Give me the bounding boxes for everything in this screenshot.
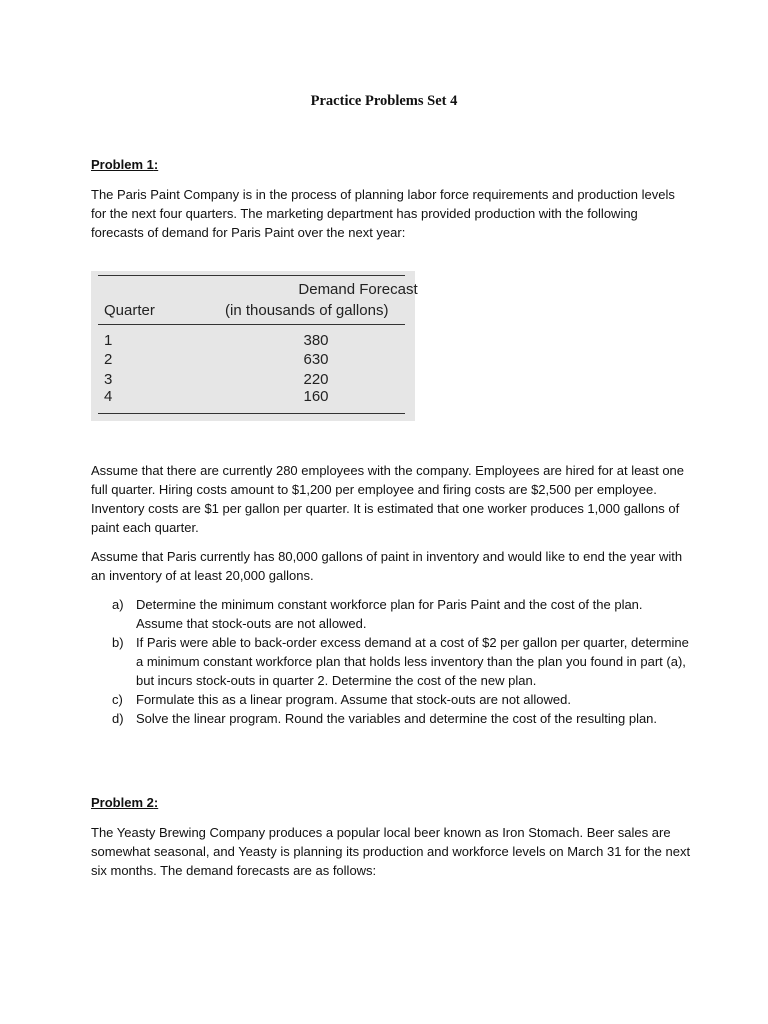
list-item-text: Formulate this as a linear program. Assume that stock-outs are not allowed. [136,692,571,707]
problem-2-heading: Problem 2: [91,795,159,810]
demand-header-line1: Demand Forecast [298,281,418,298]
list-item-text: If Paris were able to back-order excess demand at a cost of $2 per gallon per quarter, determine a minimum constant workforce plan that holds less inventory than the plan you found in part (a), but incurs stock-outs in quarter 2. Determine the cost of the new plan. [136,635,689,688]
table-cell-demand: 380 [303,332,329,349]
problem-1-questions [112,595,692,728]
table-bottom-rule [98,413,405,414]
list-item [112,690,692,709]
list-marker: c) [112,692,123,707]
list-marker: b) [112,635,124,650]
table-top-rule [98,275,405,276]
problem-1-heading-text: Problem 1 [91,157,154,172]
problem-2-intro: The Yeasty Brewing Company produces a popular local beer known as Iron Stomach. Beer sales are somewhat seasonal, and Yeasty is planning its production and workforce levels on March 31 for the next six months. The demand forecasts are as follows: [91,825,691,878]
list-marker: a) [112,597,124,612]
demand-header-line2: (in thousands of gallons) [225,302,389,319]
list-item-text: Solve the linear program. Round the variables and determine the cost of the resulting plan. [136,711,658,726]
table-cell-quarter: 4 [104,388,113,405]
problem-1-inventory-note: Assume that Paris currently has 80,000 gallons of paint in inventory and would like to end the year with an inventory of at least 20,000 gallons. [91,549,683,583]
list-item [112,633,692,690]
table-cell-quarter: 2 [104,351,113,368]
demand-forecast-table [91,271,418,421]
table-cell-demand: 220 [303,371,329,388]
page-title: Practice Problems Set 4 [310,93,458,109]
table-header-rule [98,324,405,325]
problem-1-heading: Problem 1: [91,157,159,172]
table-cell-quarter: 1 [104,332,113,349]
list-item [112,709,692,728]
problem-2-heading-text: Problem 2 [91,795,154,810]
table-cell-demand: 630 [303,351,329,368]
list-item-text: Determine the minimum constant workforce plan for Paris Paint and the cost of the plan. Assume that stock-outs are not allowed. [136,597,643,631]
table-cell-quarter: 3 [104,371,113,388]
list-marker: d) [112,711,124,726]
problem-1-assumptions: Assume that there are currently 280 employees with the company. Employees are hired for at least one full quarter. Hiring costs amount to $1,200 per employee and firing costs are $2,500 per employee. Inventory costs are $1 per gallon per quarter. It is estimated that one worker produces 1,000 gallons of paint each quarter. [91,463,685,535]
list-item [112,595,692,633]
quarter-header: Quarter [104,302,155,319]
table-cell-demand: 160 [303,388,329,405]
problem-1-intro: The Paris Paint Company is in the process of planning labor force requirements and production levels for the next four quarters. The marketing department has provided production with the following forecasts of demand for Paris Paint over the next year: [91,187,675,240]
